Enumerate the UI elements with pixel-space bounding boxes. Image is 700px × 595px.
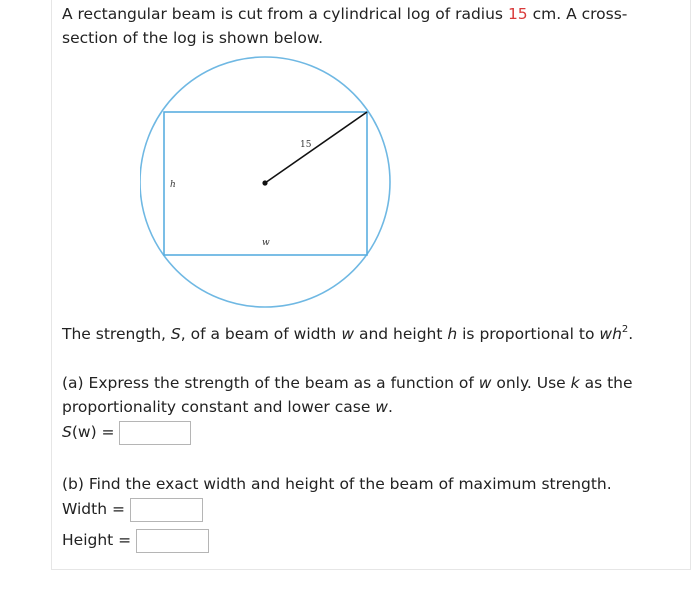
width-label: w	[262, 238, 270, 248]
part-a-var-w2: w	[375, 398, 388, 416]
s-of-w-input[interactable]	[119, 421, 191, 445]
s-of-w-row	[62, 420, 191, 445]
strength-statement	[62, 322, 633, 346]
radius-value: 15	[507, 5, 528, 23]
intro-line-2: section of the log is shown below.	[62, 29, 324, 47]
equals-sign: =	[113, 531, 137, 549]
part-a-text: (a) Express the strength of the beam as a function of	[62, 374, 479, 392]
height-label: h	[170, 180, 176, 190]
s-of-w-arg: (w)	[71, 423, 97, 441]
log-cross-section-diagram	[140, 54, 395, 310]
part-a-text-2: only. Use	[491, 374, 571, 392]
radius-line	[265, 112, 367, 183]
strength-text-2: , of a beam of width	[180, 325, 342, 343]
strength-var-w: w	[341, 325, 355, 343]
intro-line-1	[62, 2, 627, 26]
strength-period: .	[628, 325, 634, 343]
part-a-period: .	[387, 398, 393, 416]
equals-sign: =	[107, 500, 130, 518]
intro-text-end: cm. A cross-	[527, 5, 628, 23]
height-label-text: Height	[62, 531, 114, 549]
width-row	[62, 497, 203, 522]
width-input[interactable]	[130, 498, 203, 522]
part-a-var-w: w	[478, 374, 492, 392]
part-a-text-3: as the	[579, 374, 633, 392]
strength-var-wh: wh	[599, 325, 622, 343]
center-dot	[262, 180, 267, 185]
s-of-w-label: S	[62, 423, 72, 441]
strength-exponent: 2	[621, 323, 629, 335]
part-a-var-k: k	[570, 374, 580, 392]
strength-text-4: is proportional to	[457, 325, 600, 343]
intro-text: A rectangular beam is cut from a cylindrical log of radius	[62, 5, 508, 23]
strength-var-s: S	[170, 325, 181, 343]
strength-text-3: and height	[354, 325, 448, 343]
part-a-line-1	[62, 371, 633, 395]
height-row	[62, 528, 209, 553]
strength-var-h: h	[447, 325, 458, 343]
part-b-line-1: (b) Find the exact width and height of the beam of maximum strength.	[62, 475, 612, 493]
width-label-text: Width	[62, 500, 108, 518]
strength-text: The strength,	[62, 325, 171, 343]
equals-sign: =	[96, 423, 120, 441]
part-a-line-2	[62, 395, 393, 419]
radius-label: 15	[300, 140, 312, 150]
part-a-text-4: proportionality constant and lower case	[62, 398, 376, 416]
height-input[interactable]	[136, 529, 209, 553]
